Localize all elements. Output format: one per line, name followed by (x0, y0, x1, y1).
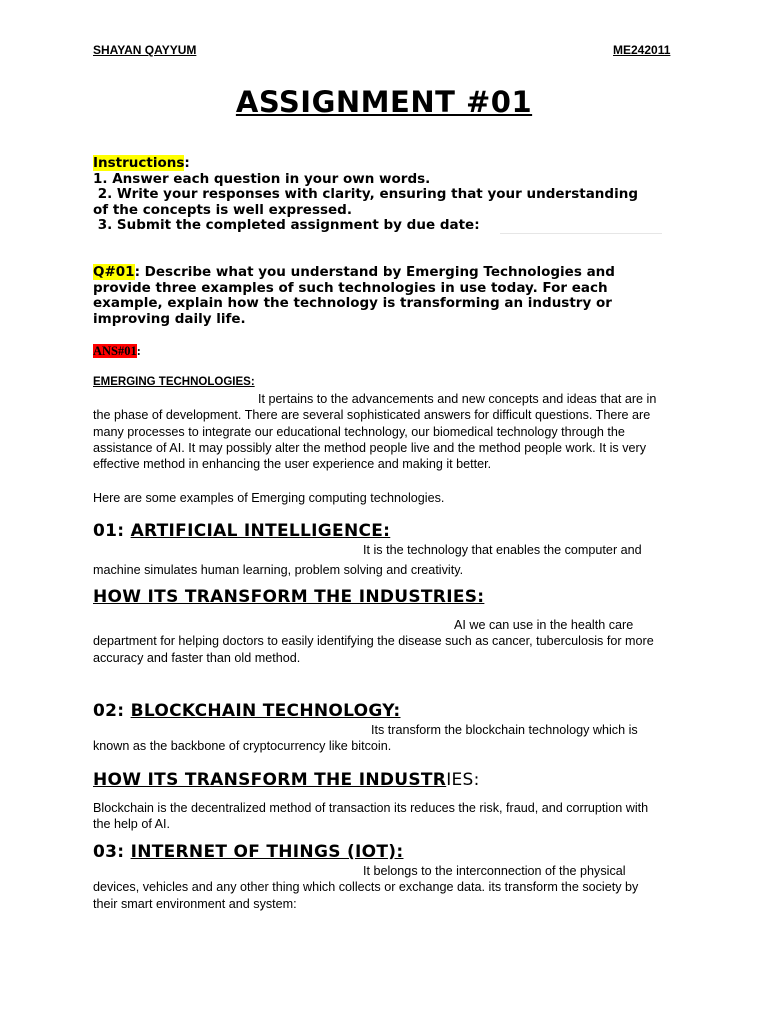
instruction-3: 3. Submit the completed assignment by due date: (93, 217, 480, 234)
instruction-2-cont: of the concepts is well expressed. (93, 201, 352, 218)
section-iot-text: It belongs to the interconnection of the physical devices, vehicles and any other thing which collects or exchange data. its transform the society by their smart environment and system: (93, 864, 639, 911)
examples-intro: Here are some examples of Emerging computing technologies. (93, 491, 445, 505)
author-name: SHAYAN QAYYUM (93, 43, 197, 57)
student-id: ME242011 (613, 43, 671, 57)
instruction-2: 2. Write your responses with clarity, ensuring that your understanding (93, 186, 638, 203)
instruction-1: 1. Answer each question in your own words. (93, 170, 431, 187)
question-block: Q#01: Describe what you understand by Emerging Technologies and provide three examples of such technologies in use today. For each example, explain how the technology is transforming an industry or improving daily life. (93, 264, 615, 327)
blockchain-transform-heading: HOW ITS TRANSFORM THE INDUSTRIES: (93, 770, 480, 790)
answer-label-row: ANS#01: (93, 344, 141, 358)
section-ai-heading: 01: ARTIFICIAL INTELLIGENCE: (93, 521, 391, 541)
question-label: Q#01 (93, 264, 135, 280)
due-date-line (500, 233, 662, 234)
ai-transform-heading: HOW ITS TRANSFORM THE INDUSTRIES: (93, 587, 485, 607)
answer-label: ANS#01 (93, 344, 137, 358)
section-blockchain-text: Its transform the blockchain technology which is known as the backbone of cryptocurrency like bitcoin. (93, 723, 638, 754)
answer-paragraph: It pertains to the advancements and new concepts and ideas that are in the phase of development. There are several sophisticated answers for difficult questions. There are many processes to integrate our educational technology, our biomedical technology through the assistance of AI. It may possibly alter the method people live and the method people work. It is very effective method in enhancing the user experience and making it better. (93, 392, 657, 472)
instructions-label: Instructions (93, 155, 185, 171)
section-blockchain-heading: 02: BLOCKCHAIN TECHNOLOGY: (93, 701, 401, 721)
instructions-block: Instructions: 1. Answer each question in your own words. 2. Write your responses with clarity, ensuring that your understanding of the concepts is well expressed. 3. Submit the completed assignment by due date: (93, 155, 638, 234)
page-title: ASSIGNMENT #01 (235, 85, 533, 119)
ai-transform-text: AI we can use in the health care department for helping doctors to easily identifying the disease such as cancer, tuberculosis for more accuracy and faster than old method. (93, 618, 654, 665)
section-ai-text: It is the technology that enables the computer and machine simulates human learning, problem solving and creativity. (93, 543, 642, 578)
blockchain-transform-text: Blockchain is the decentralized method of transaction its reduces the risk, fraud, and corruption with the help of AI. (93, 801, 649, 832)
section-iot-heading: 03: INTERNET OF THINGS (IOT): (93, 842, 404, 862)
emerging-heading: EMERGING TECHNOLOGIES: (93, 376, 255, 388)
